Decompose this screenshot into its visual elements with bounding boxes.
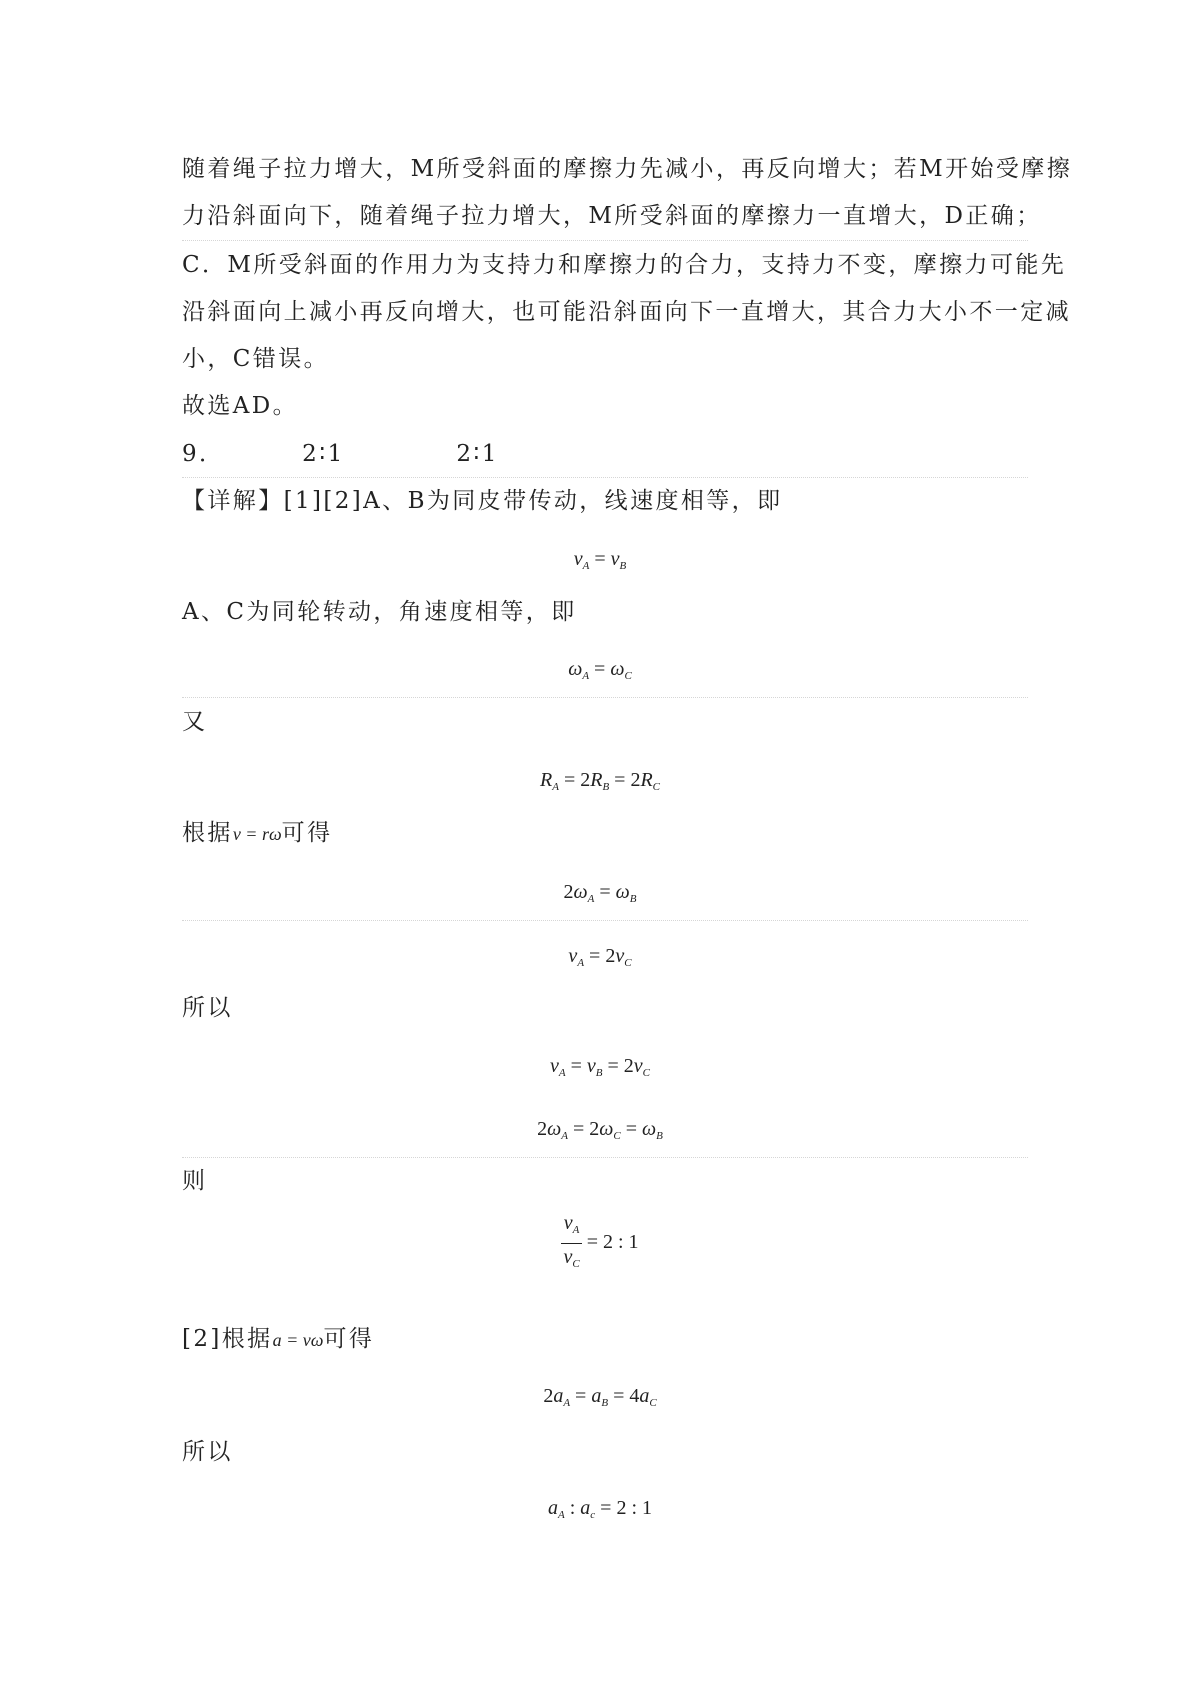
paragraph-line-10: 又	[182, 709, 208, 735]
equation-5: $v_A = 2v_C$	[568, 945, 632, 969]
paragraph-line-1: 随着绳子拉力增大，M所受斜面的摩擦力先减小，再反向增大；若M开始受摩擦	[182, 156, 1073, 182]
equation-4: $2\omega_A = \omega_B$	[563, 881, 637, 905]
text-segment: 可得	[281, 820, 333, 846]
equation-3: $R_A = 2R_B = 2R_C$	[539, 769, 661, 793]
dotted-divider	[182, 697, 1028, 698]
paragraph-line-3: C．M所受斜面的作用力为支持力和摩擦力的合力，支持力不变，摩擦力可能先	[182, 252, 1067, 278]
equation-9: $2a_A = a_B = 4a_C$	[543, 1385, 657, 1409]
paragraph-line-9: A、C为同轮转动，角速度相等，即	[182, 599, 577, 625]
equation-10: $a_A$ : $a_c = 2$ : 1	[547, 1497, 653, 1521]
paragraph-line-15: 所以	[182, 1439, 233, 1465]
inline-formula: v = rω	[232, 824, 282, 844]
equation-2: $\omega_A = \omega_C$	[568, 658, 632, 682]
equation-6: $v_A = v_B = 2v_C$	[549, 1055, 651, 1079]
answer-blank-1: 2∶1	[302, 441, 345, 467]
paragraph-line-14	[182, 1324, 374, 1355]
text-segment: 可得	[323, 1326, 375, 1352]
question-9-line	[182, 439, 499, 469]
paragraph-line-12: 所以	[182, 995, 233, 1021]
paragraph-line-6: 故选AD。	[182, 393, 299, 419]
dotted-divider	[182, 240, 1028, 241]
paragraph-line-13: 则	[182, 1168, 208, 1194]
question-number: 9．	[182, 441, 225, 467]
paragraph-line-5: 小，C错误。	[182, 346, 329, 372]
text-segment: [2]根据	[182, 1326, 273, 1352]
dotted-divider	[182, 477, 1028, 478]
detail-explanation-line: 【详解】[1][2]A、B为同皮带传动，线速度相等，即	[182, 488, 783, 514]
dotted-divider	[182, 920, 1028, 921]
fraction: $\frac{v_A}{v_C}$	[563, 1212, 580, 1270]
inline-formula: a = vω	[272, 1330, 324, 1350]
equation-7: $2\omega_A = 2\omega_C = \omega_B$	[537, 1118, 663, 1142]
equation-1: $v_A = v_B$	[573, 548, 627, 572]
answer-blank-2: 2∶1	[456, 441, 499, 467]
equation-8: $\frac{v_A}{v_C}$ = 2 : 1	[0, 1210, 1200, 1277]
paragraph-line-2: 力沿斜面向下，随着绳子拉力增大，M所受斜面的摩擦力一直增大，D正确；	[182, 203, 1042, 229]
dotted-divider	[182, 1157, 1028, 1158]
paragraph-line-11	[182, 818, 332, 849]
text-segment: 根据	[182, 820, 233, 846]
paragraph-line-4: 沿斜面向上减小再反向增大，也可能沿斜面向下一直增大，其合力大小不一定减	[182, 299, 1071, 325]
